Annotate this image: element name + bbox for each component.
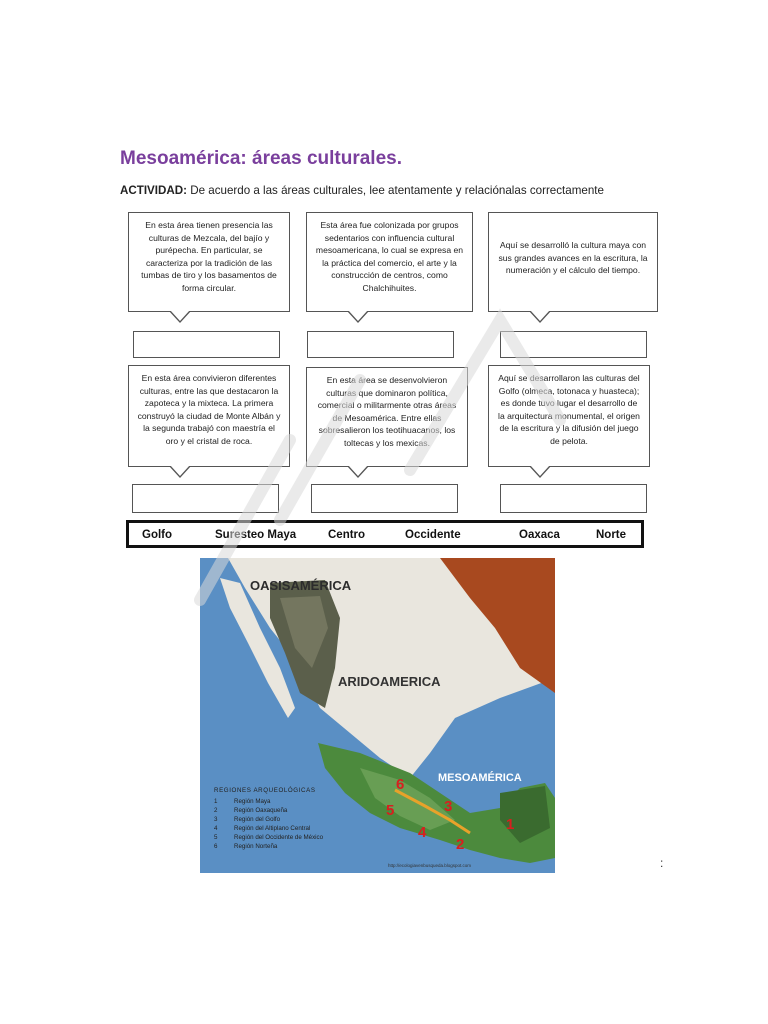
answer-box-4[interactable] xyxy=(132,484,279,513)
legend-title: REGIONES ARQUEOLÓGICAS xyxy=(214,787,316,794)
word-sureste-maya[interactable]: Suresteo Maya xyxy=(215,529,297,541)
clue-text-4: En esta área convivieron diferentes culturas, entre las que destacaron la zapoteca y la mixteca. La primera construyó la ciudad de Monte Albán y la segunda trabajó con maestría el oro y el cristal de roca. xyxy=(137,373,281,446)
activity-text: De acuerdo a las áreas culturales, lee atentamente y relaciónalas correctamente xyxy=(186,184,604,197)
stray-mark: : xyxy=(660,856,664,870)
clue-text-2: Esta área fue colonizada por grupos sedentarios con influencia cultural mesoamericana, lo cual se expresa en la práctica del comercio, el arte y la construcción de centros, como Chalchihuites. xyxy=(315,220,464,293)
answer-box-3[interactable] xyxy=(500,331,647,358)
legend-row: 6 Región Norteña xyxy=(214,843,278,850)
word-golfo[interactable]: Golfo xyxy=(142,529,173,541)
word-occidente[interactable]: Occidente xyxy=(405,529,461,541)
clue-card-tail xyxy=(169,466,191,478)
legend-row: 1 Región Maya xyxy=(214,798,271,805)
label-oasisamerica: OASISAMÉRICA xyxy=(250,578,352,593)
answer-box-5[interactable] xyxy=(311,484,458,513)
clue-card-2 xyxy=(306,212,473,312)
region-number-6: 6 xyxy=(396,776,405,793)
mesoamerica-map xyxy=(200,558,555,873)
clue-text-5: En esta área se desenvolvieron culturas que dominaron política, comercial o militarmente otras áreas de Mesoamérica. Entre ellas sobresalieron los teotihuacanos, los toltecas y los mexicas. xyxy=(317,375,457,448)
clue-card-6 xyxy=(488,365,650,467)
region-number-4: 4 xyxy=(418,824,427,841)
region-number-3: 3 xyxy=(444,798,453,815)
legend-row: 2 Región Oaxaqueña xyxy=(214,807,288,814)
clue-card-5 xyxy=(306,367,468,467)
clue-card-tail xyxy=(347,311,369,323)
clue-card-tail xyxy=(347,466,369,478)
region-number-2: 2 xyxy=(456,836,465,853)
clue-card-tail xyxy=(529,466,551,478)
answer-box-6[interactable] xyxy=(500,484,647,513)
legend-row: 4 Región del Altiplano Central xyxy=(214,825,311,832)
answer-box-1[interactable] xyxy=(133,331,280,358)
word-bank xyxy=(126,520,644,548)
legend-row: 5 Región del Occidente de México xyxy=(214,834,324,841)
map-credit: http://ecologiavenbusqueda.blogspot.com xyxy=(388,863,472,868)
answer-box-2[interactable] xyxy=(307,331,454,358)
label-aridoamerica: ARIDOAMERICA xyxy=(338,674,441,689)
activity-label: ACTIVIDAD: xyxy=(120,184,187,197)
clue-card-1 xyxy=(128,212,290,312)
clue-text-3: Aquí se desarrolló la cultura maya con sus grandes avances en la escritura, la numeración y el cálculo del tiempo. xyxy=(498,240,648,275)
word-centro[interactable]: Centro xyxy=(328,529,366,541)
clue-text-6: Aquí se desarrollaron las culturas del Golfo (olmeca, totonaca y huasteca); es donde tuvo lugar el desarrollo de la arquitectura monumental, el origen de la escritura y la difusión del juego de pelota. xyxy=(498,373,640,446)
region-number-5: 5 xyxy=(386,802,395,819)
clue-card-3 xyxy=(488,212,658,312)
legend-row: 3 Región del Golfo xyxy=(214,816,281,823)
clue-card-tail xyxy=(169,311,191,323)
clue-card-4 xyxy=(128,365,290,467)
map-legend xyxy=(214,786,323,851)
clue-text-1: En esta área tienen presencia las culturas de Mezcala, del bajío y purépecha. En particular, se caracteriza por la tradición de las tumbas de tiro y los basamentos de forma circular. xyxy=(141,220,277,293)
page-title: Mesoamérica: áreas culturales. xyxy=(120,148,402,169)
activity-instruction xyxy=(120,184,640,197)
word-oaxaca[interactable]: Oaxaca xyxy=(519,529,560,541)
label-mesoamerica: MESOAMÉRICA xyxy=(438,772,522,784)
word-norte[interactable]: Norte xyxy=(596,529,627,541)
clue-card-tail xyxy=(529,311,551,323)
region-number-1: 1 xyxy=(506,816,515,833)
